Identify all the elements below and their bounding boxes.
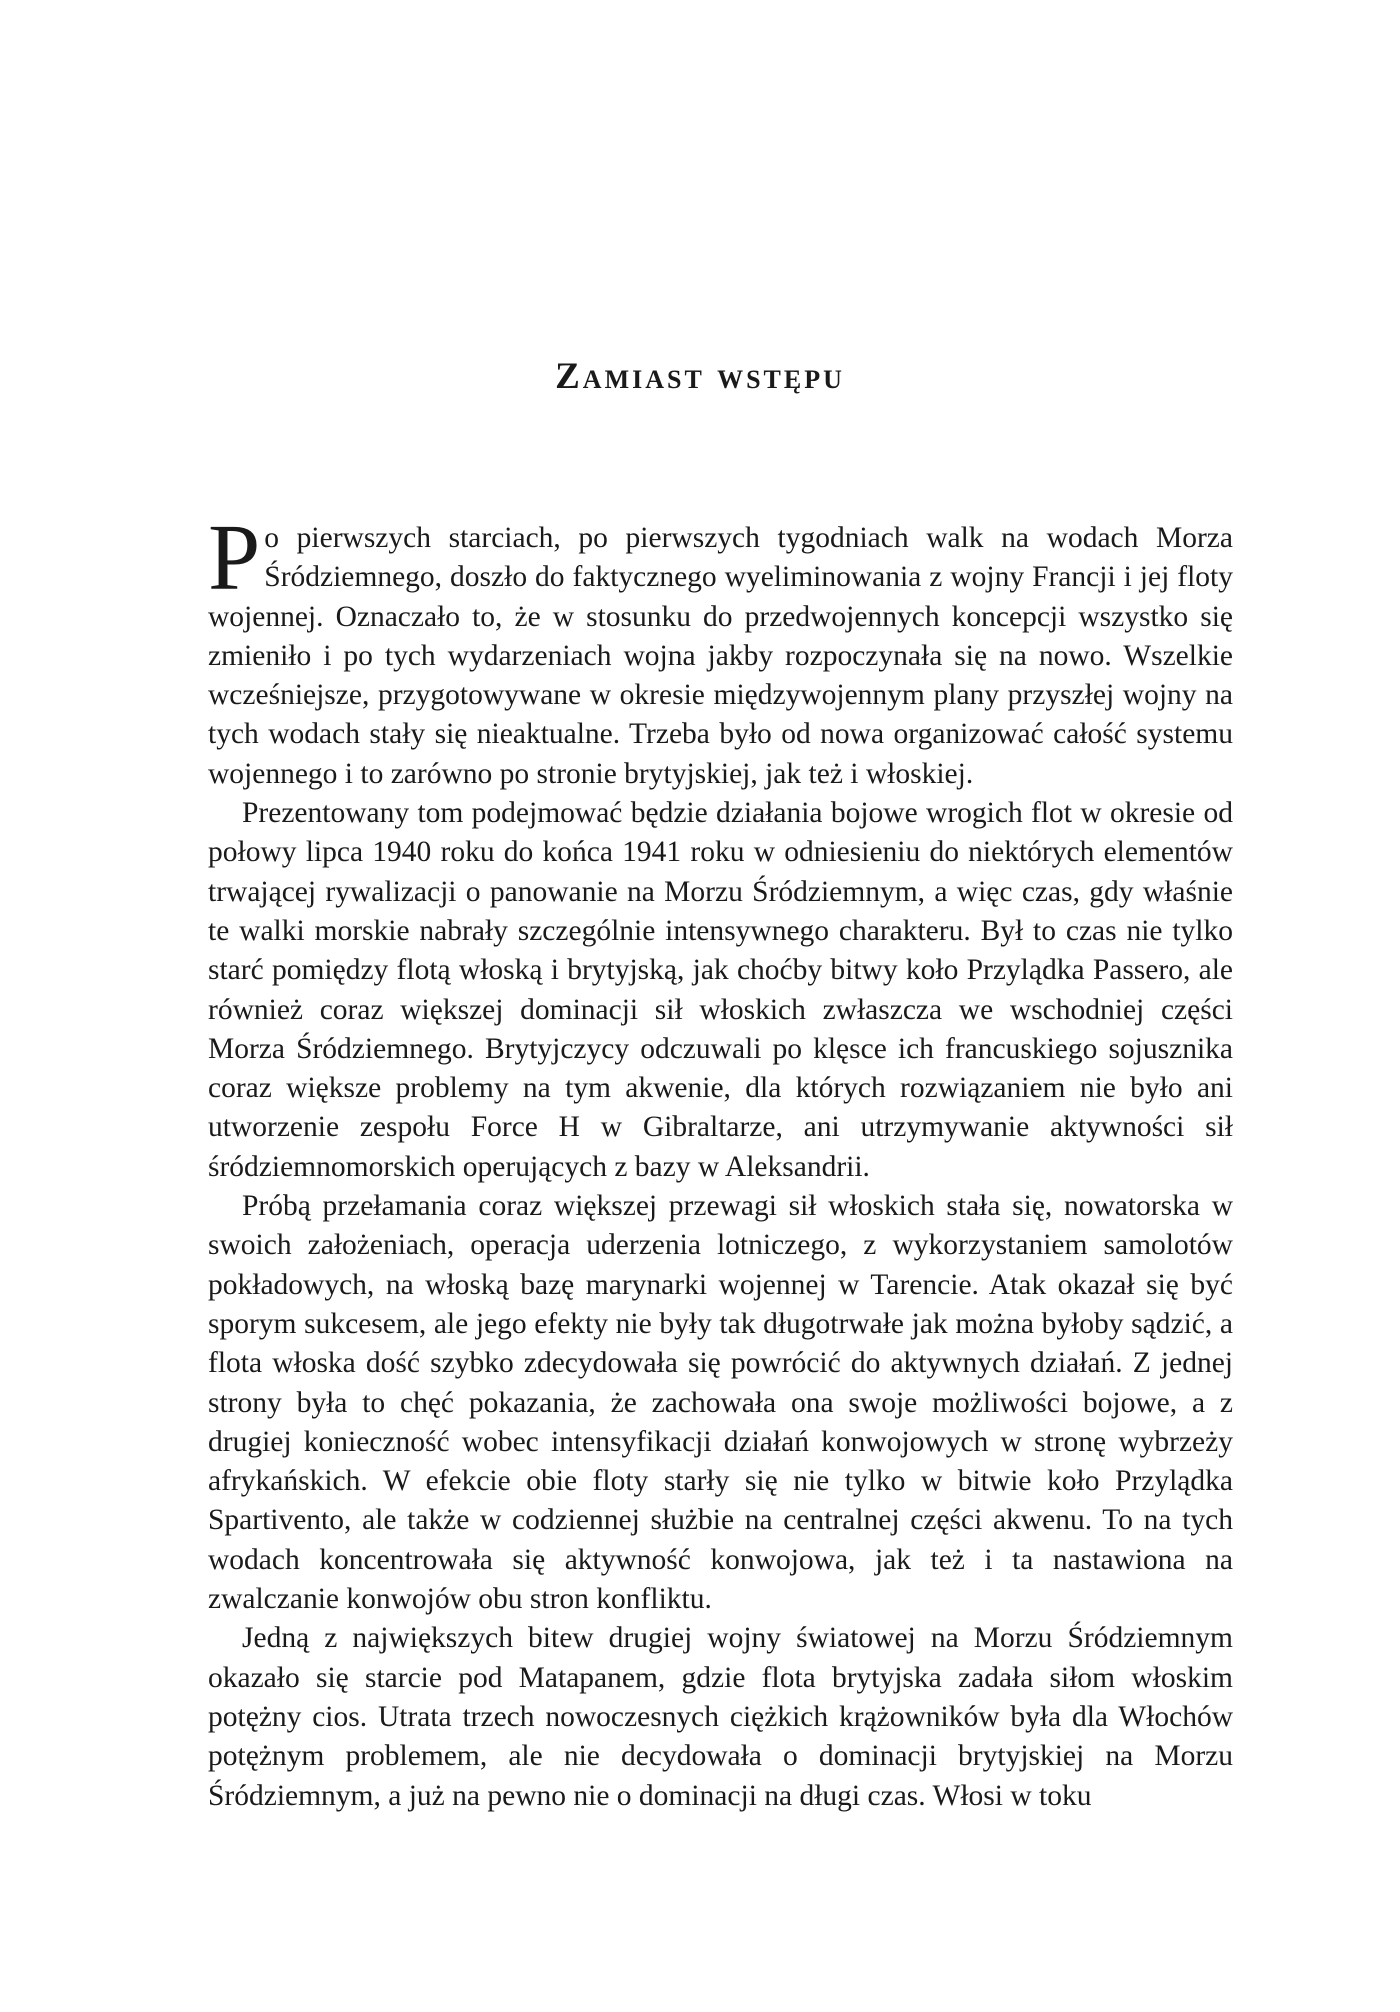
body-text bbox=[208, 506, 1233, 1816]
paragraph-1-text: o pierwszych starciach, po pierwszych tygodniach walk na wodach Morza Śródziemnego, doszło do faktycznego wyeliminowania z wojny Francji i jej floty wojennej. Oznaczało to, że w stosunku do przedwojennych koncepcji wszystko się zmieniło i po tych wydarzeniach wojna jakby rozpoczynała się na nowo. Wszelkie wcześniejsze, przygotowywane w okresie międzywojennym plany przyszłej wojny na tych wodach stały się nieaktualne. Trzeba było od nowa organizować całość systemu wojennego i to zarówno po stronie brytyjskiej, jak też i włoskiej. bbox=[208, 522, 1233, 790]
paragraph-4: Jedną z największych bitew drugiej wojny światowej na Morzu Śródziemnym okazało się starcie pod Matapanem, gdzie flota brytyjska zadała siłom włoskim potężny cios. Utrata trzech nowoczesnych ciężkich krążowników była dla Włochów potężnym problemem, ale nie decydowała o dominacji brytyjskiej na Morzu Śródziemnym, a już na pewno nie o dominacji na długi czas. Włosi w toku bbox=[208, 1622, 1233, 1812]
paragraph-3: Próbą przełamania coraz większej przewagi sił włoskich stała się, nowatorska w swoich założeniach, operacja uderzenia lotniczego, z wykorzystaniem samolotów pokładowych, na włoską bazę marynarki wojennej w Tarencie. Atak okazał się być sporym sukcesem, ale jego efekty nie były tak długotrwałe jak można byłoby sądzić, a flota włoska dość szybko zdecydowała się powrócić do aktywnych działań. Z jednej strony była to chęć pokazania, że zachowała ona swoje możliwości bojowe, a z drugiej konieczność wobec intensyfikacji działań konwojowych w stronę wybrzeży afrykańskich. W efekcie obie floty starły się nie tylko w bitwie koło Przylądka Spartivento, ale także w codziennej służbie na centralnej części akwenu. To na tych wodach koncentrowała się aktywność konwojowa, jak też i ta nastawiona na zwalczanie konwojów obu stron konfliktu. bbox=[208, 1190, 1233, 1616]
chapter-title: Zamiast wstępu bbox=[555, 356, 845, 397]
paragraph-1 bbox=[208, 506, 1233, 794]
paragraph-2: Prezentowany tom podejmować będzie działania bojowe wrogich flot w okresie od połowy lipca 1940 roku do końca 1941 roku w odniesieniu do niektórych elementów trwającej rywalizacji o panowanie na Morzu Śródziemnym, a więc czas, gdy właśnie te walki morskie nabrały szczególnie intensywnego charakteru. Był to czas nie tylko starć pomiędzy flotą włoską i brytyjską, jak choćby bitwy koło Przylądka Passero, ale również coraz większej dominacji sił włoskich zwłaszcza we wschodniej części Morza Śródziemnego. Brytyjczycy odczuwali po klęsce ich francuskiego sojusznika coraz większe problemy na tym akwenie, dla których rozwiązaniem nie było ani utworzenie zespołu Force H w Gibraltarze, ani utrzymywanie aktywności sił śródziemnomorskich operujących z bazy w Aleksandrii. bbox=[208, 797, 1233, 1183]
drop-cap: P bbox=[208, 506, 261, 610]
